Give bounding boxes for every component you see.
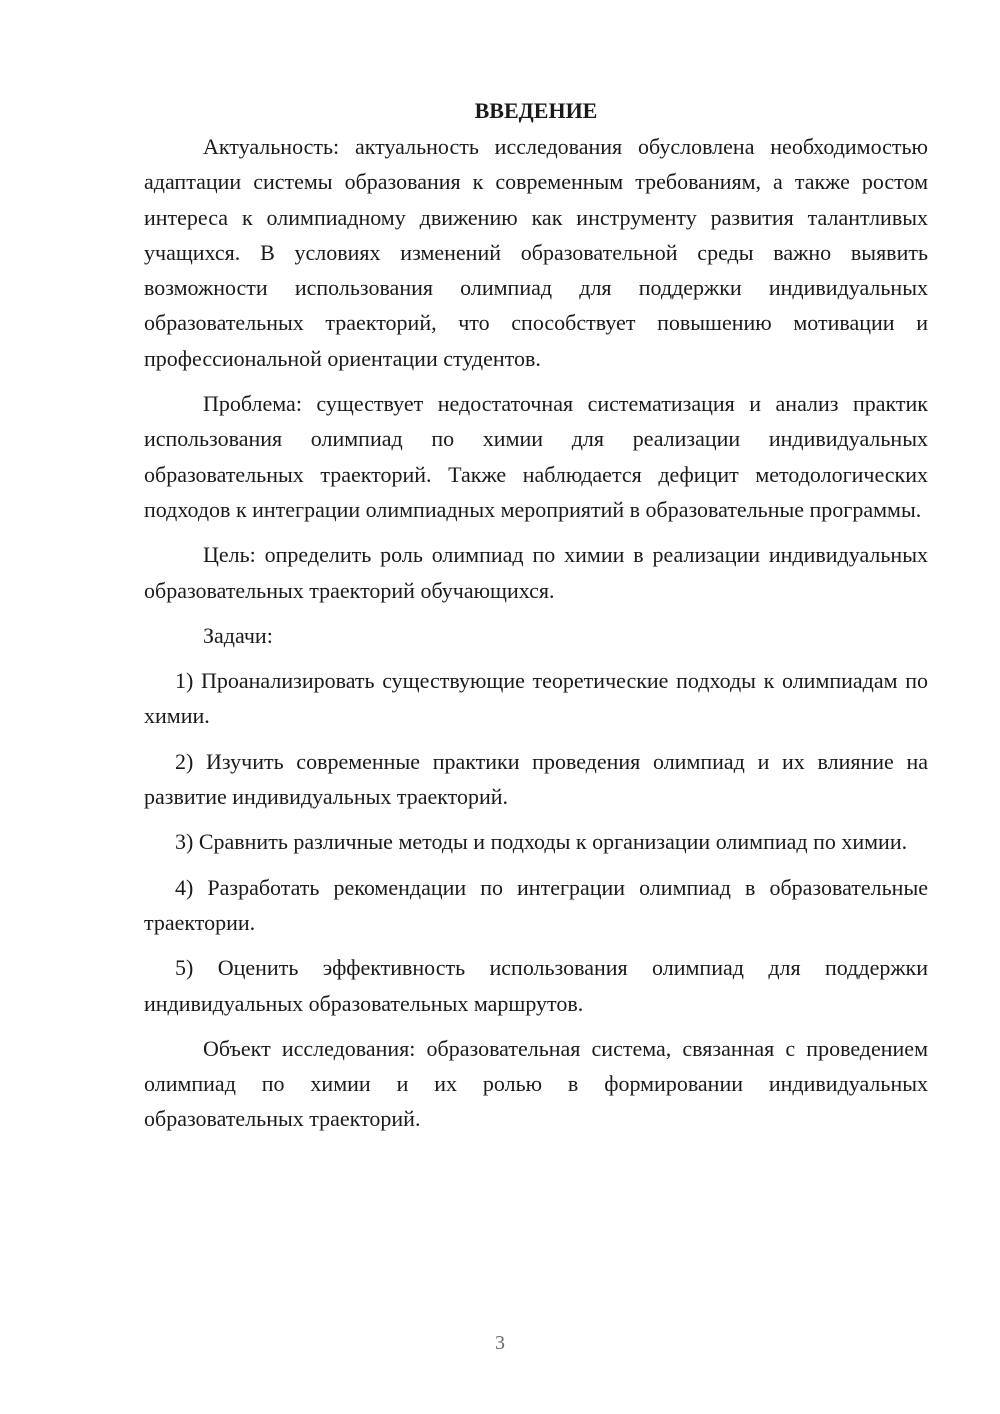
- tasks-label: Задачи:: [203, 622, 273, 648]
- page-content: [144, 93, 928, 1147]
- page-number: 3: [495, 1332, 505, 1354]
- task-item-2: 2) Изучить современные практики проведения олимпиад и их влияние на развитие индивидуальных траекторий.: [144, 748, 928, 810]
- task-item-1: 1) Проанализировать существующие теоретические подходы к олимпиадам по химии.: [144, 668, 928, 729]
- task-item-5: 5) Оценить эффективность использования олимпиад для поддержки индивидуальных образовательных маршрутов.: [144, 955, 928, 1016]
- task-item-4: 4) Разработать рекомендации по интеграции олимпиад в образовательные траектории.: [144, 874, 928, 935]
- paragraph-problem: Проблема: существует недостаточная систематизация и анализ практик использования олимпиад по химии для реализации индивидуальных образовательных траекторий. Также наблюдается дефицит методологических подходов к интеграции олимпиадных мероприятий в образовательные программы.: [144, 391, 928, 522]
- paragraph-goal: Цель: определить роль олимпиад по химии в реализации индивидуальных образовательных траекторий обучающихся.: [144, 542, 928, 603]
- task-item-3: 3) Сравнить различные методы и подходы к организации олимпиад по химии.: [175, 829, 908, 855]
- paragraph-object: Объект исследования: образовательная система, связанная с проведением олимпиад по химии и их ролью в формировании индивидуальных образовательных траекторий.: [144, 1035, 928, 1132]
- paragraph-relevance: Актуальность: актуальность исследования обусловлена необходимостью адаптации системы образования к современным требованиям, а также ростом интереса к олимпиадному движению как инструменту развития талантливых учащихся. В условиях изменений образовательной среды важно выявить возможности использования олимпиад для поддержки индивидуальных образовательных траекторий, что способствует повышению мотивации и профессиональной ориентации студентов.: [144, 134, 928, 371]
- section-title: ВВЕДЕНИЕ: [474, 98, 598, 123]
